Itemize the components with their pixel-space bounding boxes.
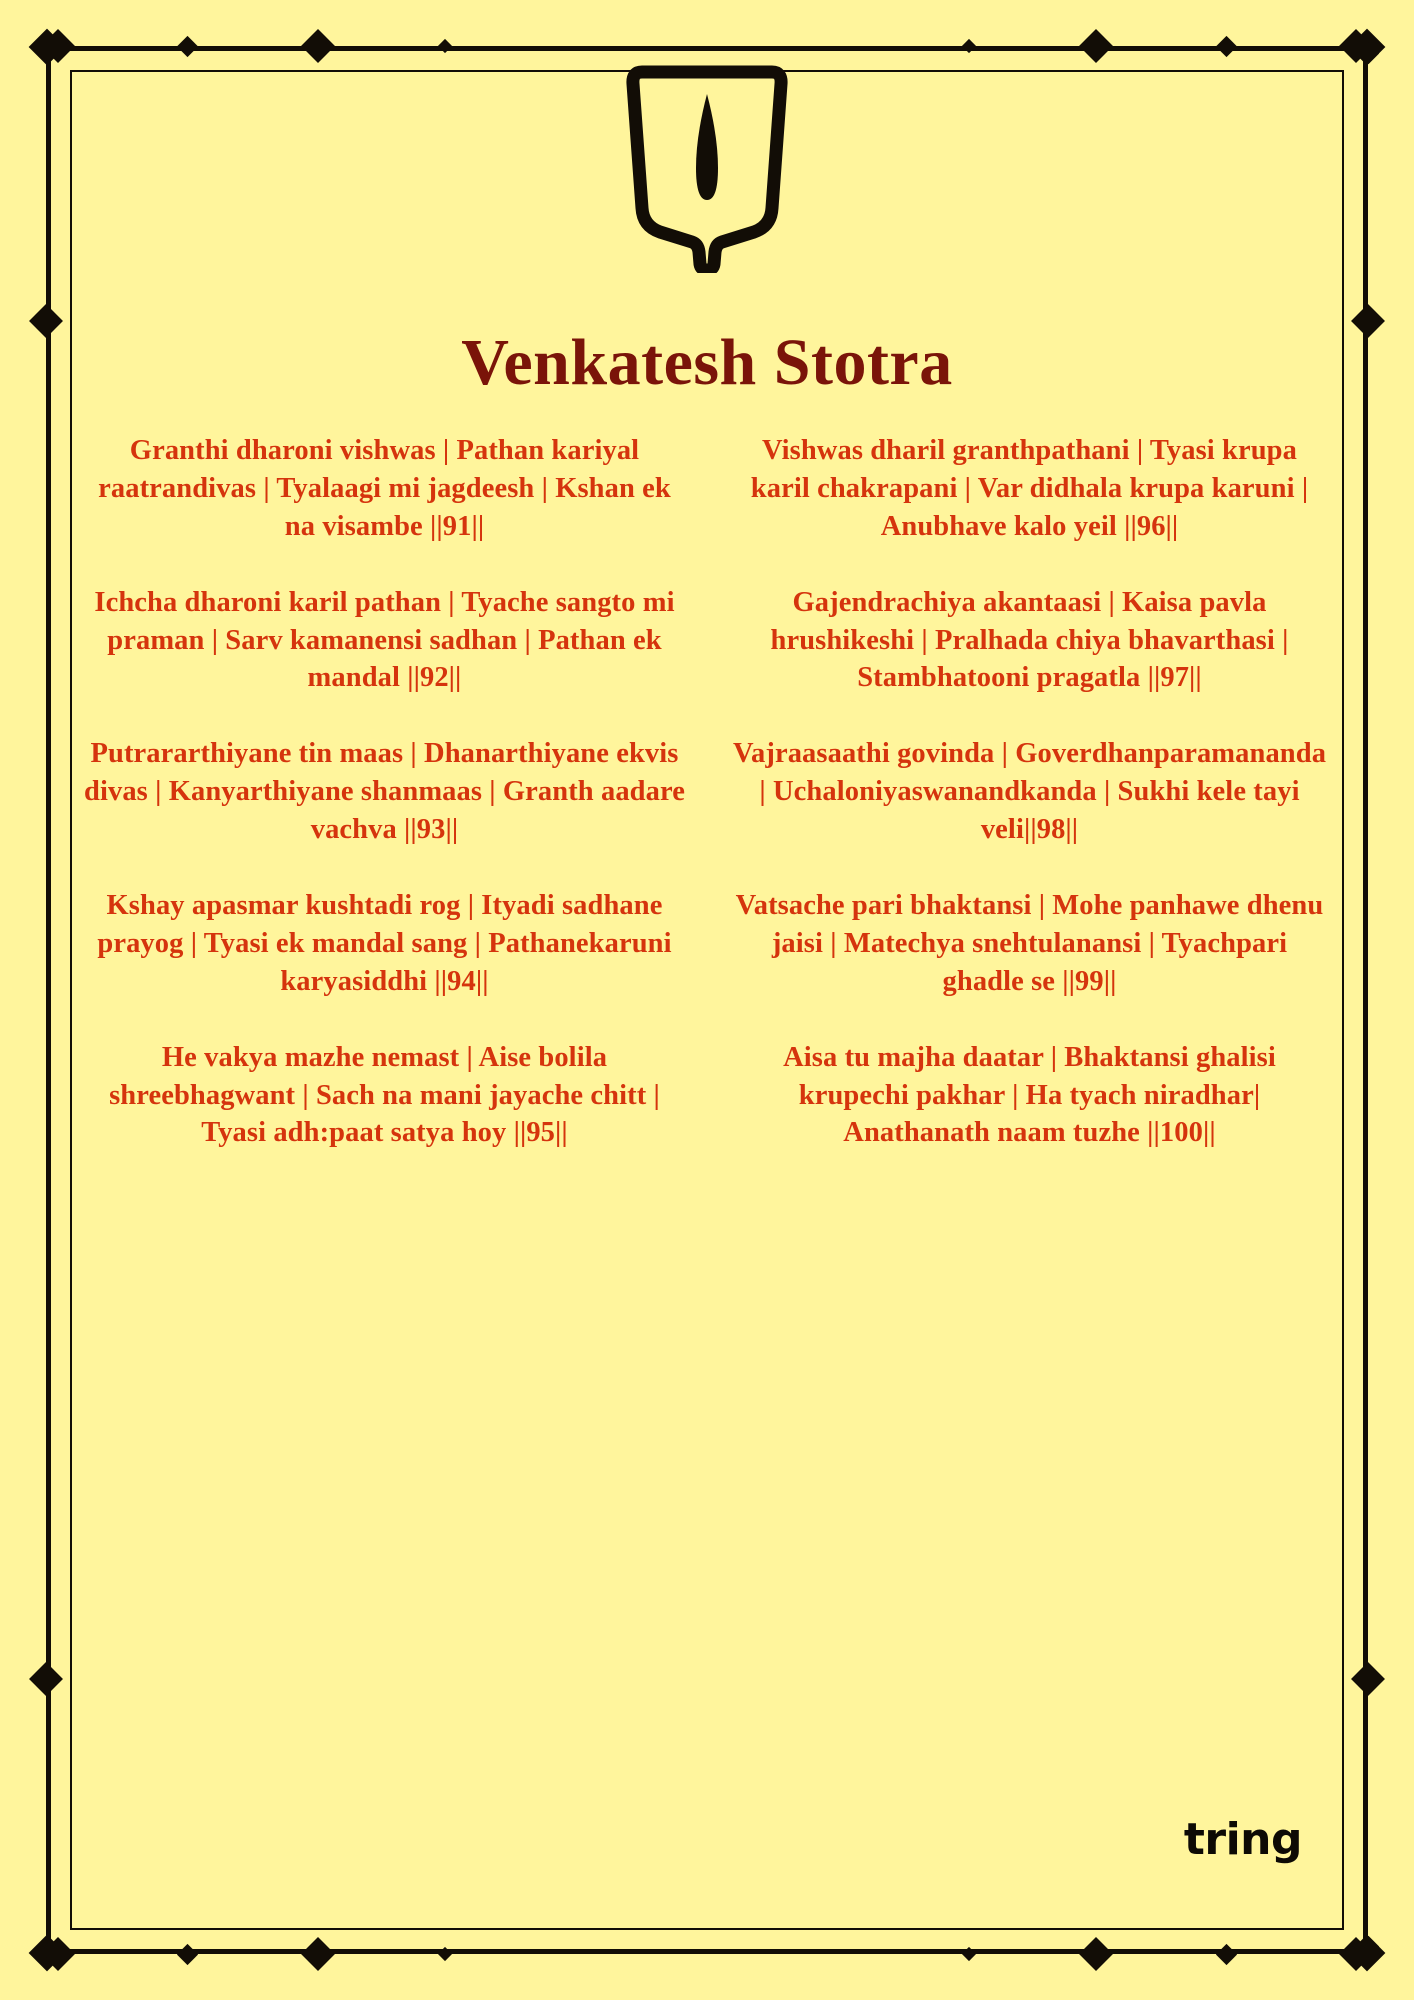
emblem-container xyxy=(0,58,1414,273)
verse-98: Vajraasaathi govinda | Goverdhanparamananda | Uchaloniyaswanandkanda | Sukhi kele tayi veli||98|| xyxy=(732,738,1327,846)
tring-logo: tring xyxy=(1183,1814,1302,1865)
verse-91: Granthi dharoni vishwas | Pathan kariyal raatrandivas | Tyalaagi mi jagdeesh | Kshan ek na visambe ||91|| xyxy=(98,435,671,542)
verse-100: Aisa tu majha daatar | Bhaktansi ghalisi krupechi pakhar | Ha tyach niradhar| Anathanath naam tuzhe ||100|| xyxy=(783,1041,1276,1149)
verse-92: Ichcha dharoni karil pathan | Tyache sangto mi praman | Sarv kamanensi sadhan | Pathan ek mandal ||92|| xyxy=(94,586,675,694)
vaishnava-naamam-shield-icon xyxy=(622,58,792,273)
page-title: Venkatesh Stotra xyxy=(461,326,953,399)
verse-column-left xyxy=(84,432,685,1152)
verse-96: Vishwas dharil granthpathani | Tyasi krupa karil chakrapani | Var didhala krupa karuni | Anubhave kalo yeil ||96|| xyxy=(750,435,1309,542)
verse-columns xyxy=(84,432,1330,1152)
verse-column-right xyxy=(729,432,1330,1152)
verse-94: Kshay apasmar kushtadi rog | Ityadi sadhane prayog | Tyasi ek mandal sang | Pathanekaruni karyasiddhi ||94|| xyxy=(97,890,672,997)
verse-97: Gajendrachiya akantaasi | Kaisa pavla hrushikeshi | Pralhada chiya bhavarthasi | Stambhatooni pragatla ||97|| xyxy=(770,586,1289,694)
verse-93: Putrararthiyane tin maas | Dhanarthiyane ekvis divas | Kanyarthiyane shanmaas | Granth aadare vachva ||93|| xyxy=(84,738,685,846)
verse-95: He vakya mazhe nemast | Aise bolila shreebhagwant | Sach na mani jayache chitt | Tyasi adh:paat satya hoy ||95|| xyxy=(109,1041,660,1149)
verse-99: Vatsache pari bhaktansi | Mohe panhawe dhenu jaisi | Matechya snehtulanansi | Tyachpari ghadle se ||99|| xyxy=(735,890,1324,997)
